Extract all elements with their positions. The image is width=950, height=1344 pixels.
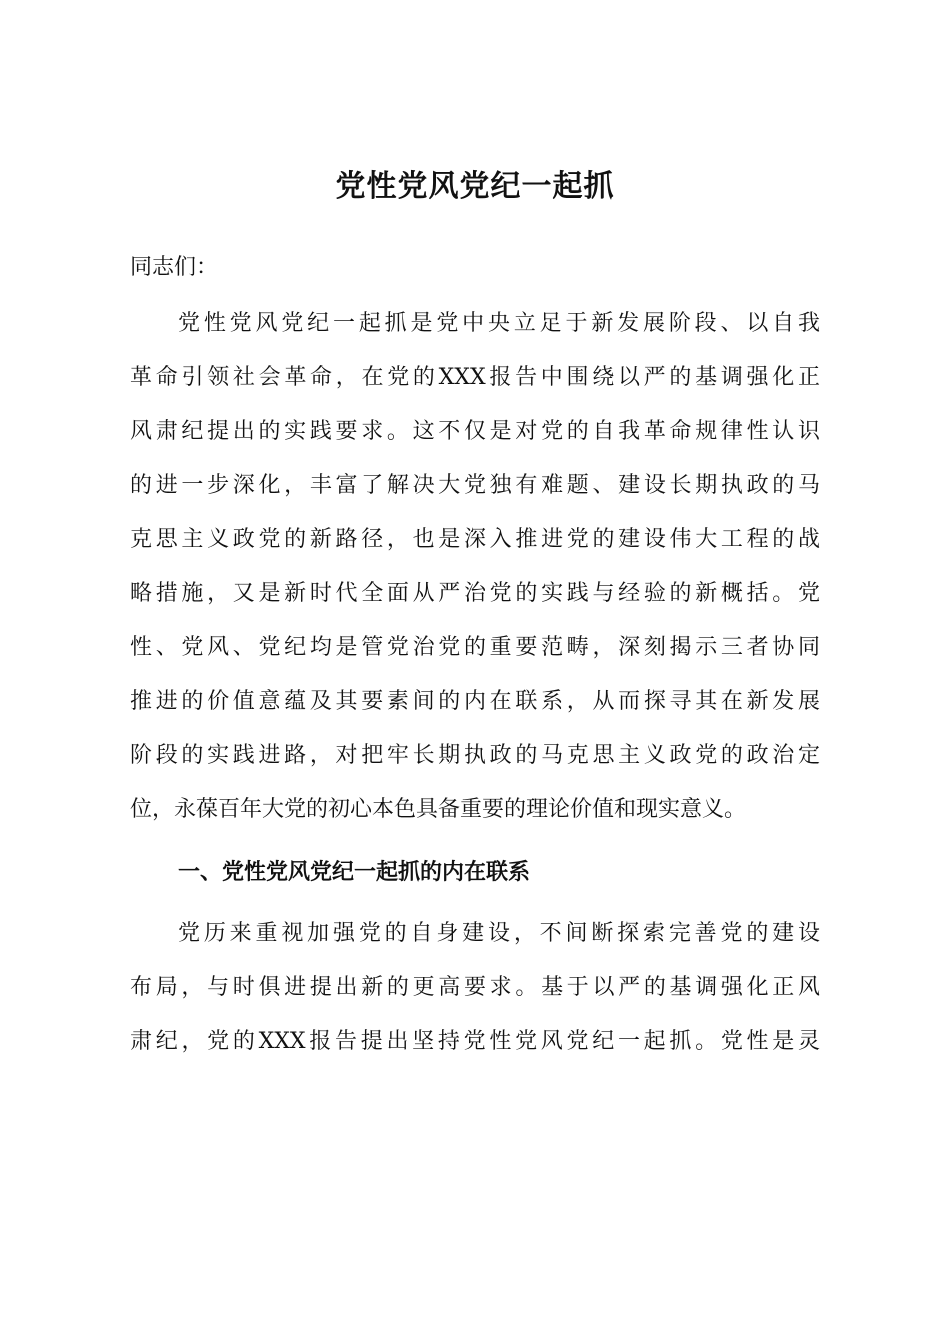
paragraph-line: 克思主义政党的新路径，也是深入推进党的建设伟大工程的战 (130, 527, 820, 552)
paragraph-line: 布局，与时俱进提出新的更高要求。基于以严的基调强化正风 (130, 975, 820, 1000)
paragraph-line: 党历来重视加强党的自身建设，不间断探索完善党的建设 (178, 921, 820, 946)
paragraph-line: 阶段的实践进路，对把牢长期执政的马克思主义政党的政治定 (130, 743, 820, 768)
paragraph-line: 党性党风党纪一起抓是党中央立足于新发展阶段、以自我 (178, 311, 820, 336)
paragraph-intro (130, 297, 820, 837)
paragraph-line: 肃纪，党的XXX报告提出坚持党性党风党纪一起抓。党性是灵 (130, 1029, 820, 1054)
paragraph-line: 位，永葆百年大党的初心本色具备重要的理论价值和现实意义。 (130, 797, 747, 822)
paragraph-line: 推进的价值意蕴及其要素间的内在联系，从而探寻其在新发展 (130, 689, 820, 714)
paragraph-line: 风肃纪提出的实践要求。这不仅是对党的自我革命规律性认识 (130, 419, 820, 444)
paragraph-line: 革命引领社会革命，在党的XXX报告中围绕以严的基调强化正 (130, 365, 820, 390)
paragraph-line: 的进一步深化，丰富了解决大党独有难题、建设长期执政的马 (130, 473, 820, 498)
paragraph-line: 略措施，又是新时代全面从严治党的实践与经验的新概括。党 (130, 581, 820, 606)
salutation: 同志们： (130, 255, 219, 280)
paragraph-line: 性、党风、党纪均是管党治党的重要范畴，深刻揭示三者协同 (130, 635, 820, 660)
section-heading: 一、党性党风党纪一起抓的内在联系 (178, 860, 531, 885)
paragraph-section1 (130, 907, 820, 1069)
document-title: 党性党风党纪一起抓 (335, 169, 615, 204)
